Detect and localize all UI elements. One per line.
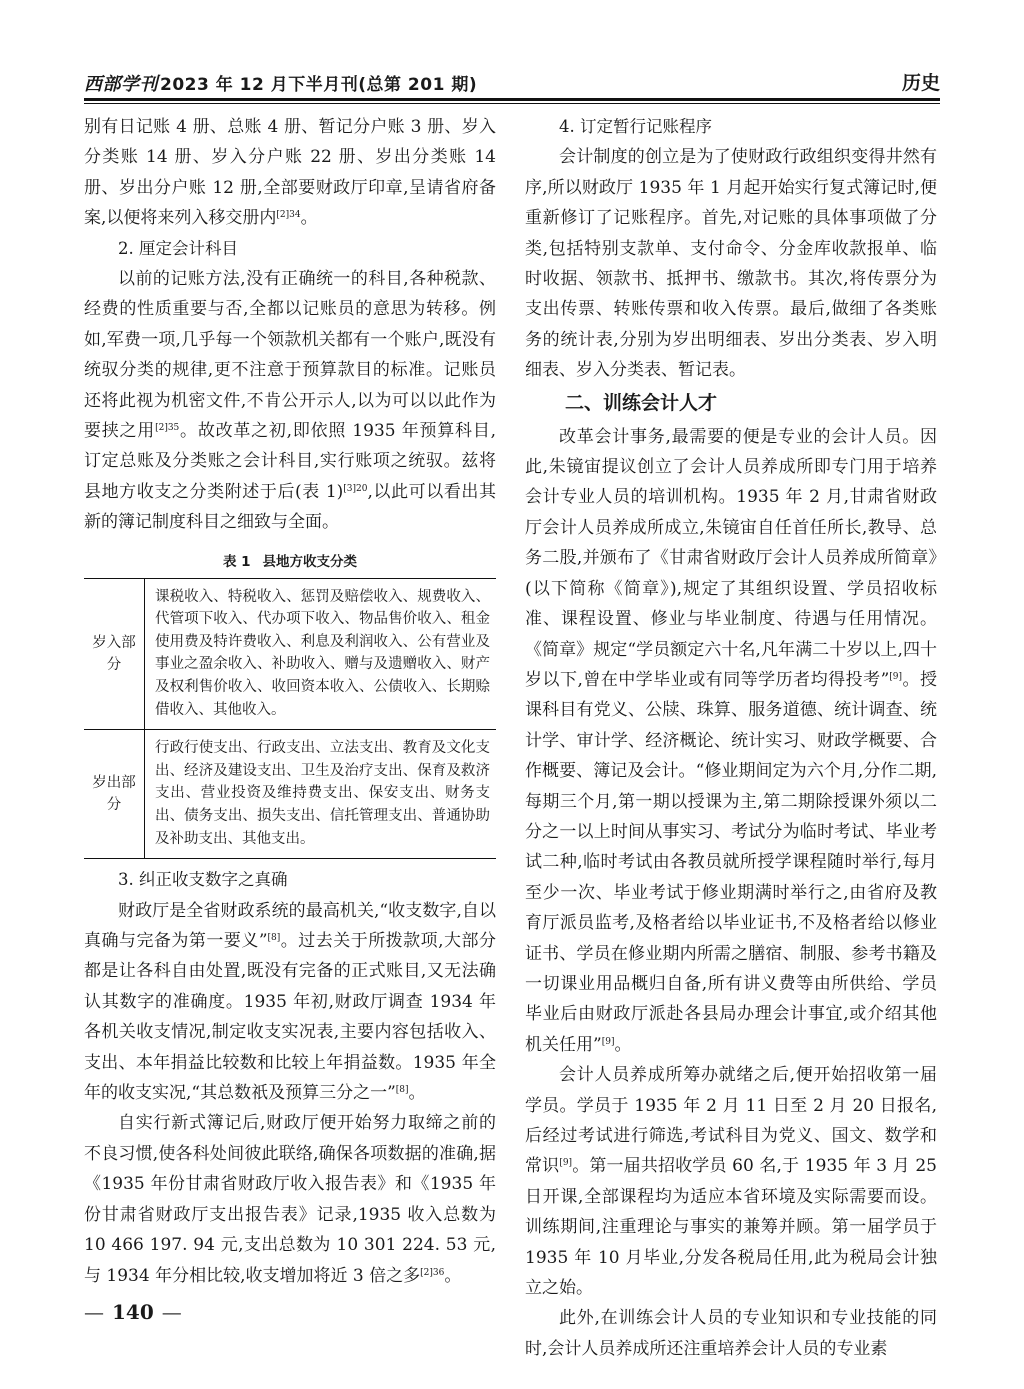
citation: [9]	[601, 1036, 615, 1047]
table-title: 县地方收支分类	[262, 553, 358, 570]
footer-dash: —	[84, 1300, 104, 1324]
running-header	[84, 66, 940, 100]
table-items-cell: 课税收入、特税收入、惩罚及赔偿收入、规费收入、代管项下收入、代办项下收入、物品售价收入、租金使用费及特许费收入、利息及利润收入、公有营业及事业之盈余收入、补助收入、赠与及遗赠收入、财产及权利售价收入、收回资本收入、公债收入、长期赊借收入、其他收入。	[155, 588, 490, 718]
paragraph: 会计制度的创立是为了使财政行政组织变得井然有序,所以财政厅 1935 年 1 月起开始实行复式簿记时,便重新修订了记账程序。首先,对记账的具体事项做了分类,包括特别支款单、支付命令、分金库收款报单、临时收据、领款书、抵押书、缴款书。其次,将传票分为支出传票、转账传票和收入传票。最后,做细了各类账务的统计表,分别为岁出明细表、岁出分类表、岁入明细表、岁入分类表、暂记表。	[525, 147, 937, 381]
subsection-heading: 2. 厘定会计科目	[118, 238, 238, 258]
citation: [9]	[889, 671, 903, 682]
citation: [9]	[559, 1158, 573, 1169]
left-column	[84, 112, 496, 1291]
citation: [8]	[267, 933, 281, 944]
table-row	[84, 730, 496, 859]
paragraph: 以前的记账方法,没有正确统一的科目,各种税款、经费的性质重要与否,全都以记账员的意思为转移。例如,军费一项,几乎每一个领款机关都有一个账户,既没有统驭分类的规律,更不注意于预算款目的标准。记账员还将此视为机密文件,不肯公开示人,以为可以以此作为要挟之用$^{[2]35}$。故改革之初,即依照 1935 年预算科目,订定总账及分类账之会计科目,实行账项之统驭。兹将县地方收支之分类附述于后(表 1)$^{[3]20}$,以此可以看出其新的簿记制度科目之细致与全面。	[84, 269, 497, 533]
citation: [8]	[395, 1085, 409, 1096]
subsection-heading: 4. 订定暂行记账程序	[559, 117, 712, 136]
table-caption	[84, 550, 496, 570]
section-heading: 二、训练会计人才	[565, 391, 718, 414]
table-number: 表 1	[222, 553, 251, 570]
paragraph: 财政厅是全省财政系统的最高机关,“收支数字,自以真确与完备为第一要义”[8]。过去关于所拨款项,大部分都是让各科自由处置,既没有完备的正式账目,又无法确认其数字的准确度。1935 年初,财政厅调查 1934 年各机关收支情况,制定收支实况表,主要内容包括收入、支出、本年捐益比较数和比较上年捐益数。1935 年全年的收支实况,“其总数祇及预算三分之一”[8]。	[84, 900, 496, 1104]
journal-logo: 西部学刊	[84, 74, 158, 95]
table-items-cell: 行政行使支出、行政支出、立法支出、教育及文化支出、经济及建设支出、卫生及治疗支出、保育及救济支出、营业投资及维持费支出、保安支出、财务支出、债务支出、损失支出、信托管理支出、普通协助及补助支出、其他支出。	[145, 730, 497, 859]
paragraph: 会计人员养成所筹办就绪之后,便开始招收第一届学员。学员于 1935 年 2 月 11 日至 2 月 20 日报名,后经过考试进行筛选,考试科目为党义、国文、数学和常识[9]。第一届共招收学员 60 名,于 1935 年 3 月 25 日开课,全部课程均为适应本省环境及实际需要而设。训练期间,注重理论与事实的兼筹并顾。第一届学员于 1935 年 10 月毕业,分发各税局任用,此为税局会计独立之始。	[525, 1065, 938, 1299]
journal-masthead	[84, 70, 477, 96]
right-column	[525, 112, 937, 1364]
subsection-heading: 3. 纠正收支数字之真确	[118, 870, 288, 890]
citation: [2]34	[276, 210, 301, 221]
header-rule-thin	[84, 103, 940, 104]
citation: [2]35	[155, 423, 180, 434]
paragraph: 此外,在训练会计人员的专业知识和专业技能的同时,会计人员养成所还注重培养会计人员的专业素	[525, 1308, 937, 1359]
table-row	[84, 578, 496, 730]
revenue-expenditure-table	[84, 578, 496, 860]
citation: [2]36	[420, 1267, 445, 1278]
table-category-cell: 岁入部分	[84, 578, 145, 730]
paragraph: 别有日记账 4 册、总账 4 册、暂记分户账 3 册、岁入分类账 14 册、岁入分户账 22 册、岁出分类账 14 册、岁出分户账 12 册,全部要财政厅印章,呈请省府备案,以便将来列入移交册内$^{[2]34}$。	[84, 117, 496, 229]
header-rule	[84, 98, 940, 101]
paragraph: 自实行新式簿记后,财政厅便开始努力取缔之前的不良习惯,使各科处间彼此联络,确保各项数据的准确,据《1935 年份甘肃省财政厅收入报告表》和《1935 年份甘肃省财政厅支出报告表》记录,1935 收入总数为 10 466 197. 94 元,支出总数为 10 301 224. 53 元,与 1934 年分相比较,收支增加将近 3 倍之多$^{[2]36}$。	[84, 1113, 496, 1286]
paragraph: 改革会计事务,最需要的便是专业的会计人员。因此,朱镜宙提议创立了会计人员养成所即专门用于培养会计专业人员的培训机构。1935 年 2 月,甘肃省财政厅会计人员养成所成立,朱镜宙自任首任所长,教导、总务二股,并颁布了《甘肃省财政厅会计人员养成所简章》(以下简称《简章》),规定了其组织设置、学员招收标准、课程设置、修业与毕业制度、待遇与任用情况。《简章》规定“学员额定六十名,凡年满二十岁以上,四十岁以下,曾在中学毕业或有同等学历者均得投考”[9]。授课科目有党义、公牍、珠算、服务道德、统计调查、统计学、审计学、经济概论、统计实习、财政学概要、合作概要、簿记及会计。“修业期间定为六个月,分作二期,每期三个月,第一期以授课为主,第二期除授课外须以二分之一以上时间从事实习、考试分为临时考试、毕业考试二种,临时考试由各教员就所授学课程随时举行,每月至少一次、毕业考试于修业期满时举行之,由省府及教育厅派员监考,及格者给以毕业证书,不及格者给以修业证书、学员在修业期内所需之膳宿、制服、参考书籍及一切课业用品概归自备,所有讲义费等由所供给、学员毕业后由财政厅派赴各县局办理会计事宜,或介绍其他机关任用”[9]。	[525, 426, 937, 1055]
table-category-cell: 岁出部分	[84, 730, 145, 859]
page-footer	[84, 1300, 182, 1324]
footer-dash: —	[161, 1300, 182, 1324]
issue-info: 2023 年 12 月下半月刊(总第 201 期)	[160, 75, 478, 95]
citation: [3]20	[343, 483, 368, 494]
page-number: 140	[112, 1300, 154, 1324]
section-label: 历史	[901, 72, 940, 94]
